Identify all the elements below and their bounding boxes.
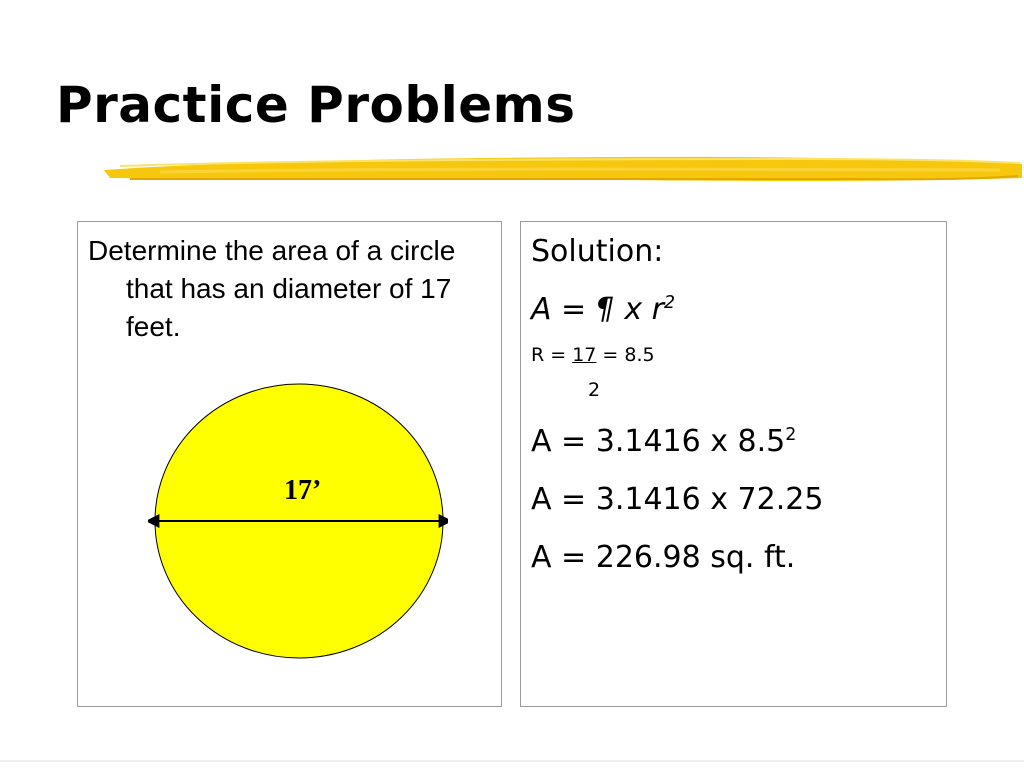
radius-denominator: 2 [588,379,601,401]
area-formula [531,292,675,327]
problem-text: Determine the area of a circle that has an diameter of 17 feet. [88,235,456,342]
solution-panel [520,221,947,707]
problem-panel [77,221,502,707]
title-underline-brushstroke [100,148,1024,188]
radius-result: = 8.5 [596,344,655,366]
circle-diagram [148,377,448,667]
area-formula-text: A = ¶ x r [531,292,664,327]
radius-prefix: R = [531,344,573,366]
footer-divider [0,760,1024,762]
slide-title: Practice Problems [56,76,576,134]
solution-heading: Solution: [531,234,664,269]
radius-numerator: 17 [572,344,597,366]
step-substitution-text: A = 3.1416 x 8.5 [531,424,786,459]
radius-calculation [531,344,655,366]
area-formula-exponent: 2 [663,293,676,313]
step-square: A = 3.1416 x 72.25 [531,482,824,517]
step-substitution [531,424,796,459]
diameter-label: 17’ [284,475,322,506]
step-substitution-exponent: 2 [785,425,797,445]
final-answer: A = 226.98 sq. ft. [531,540,796,575]
